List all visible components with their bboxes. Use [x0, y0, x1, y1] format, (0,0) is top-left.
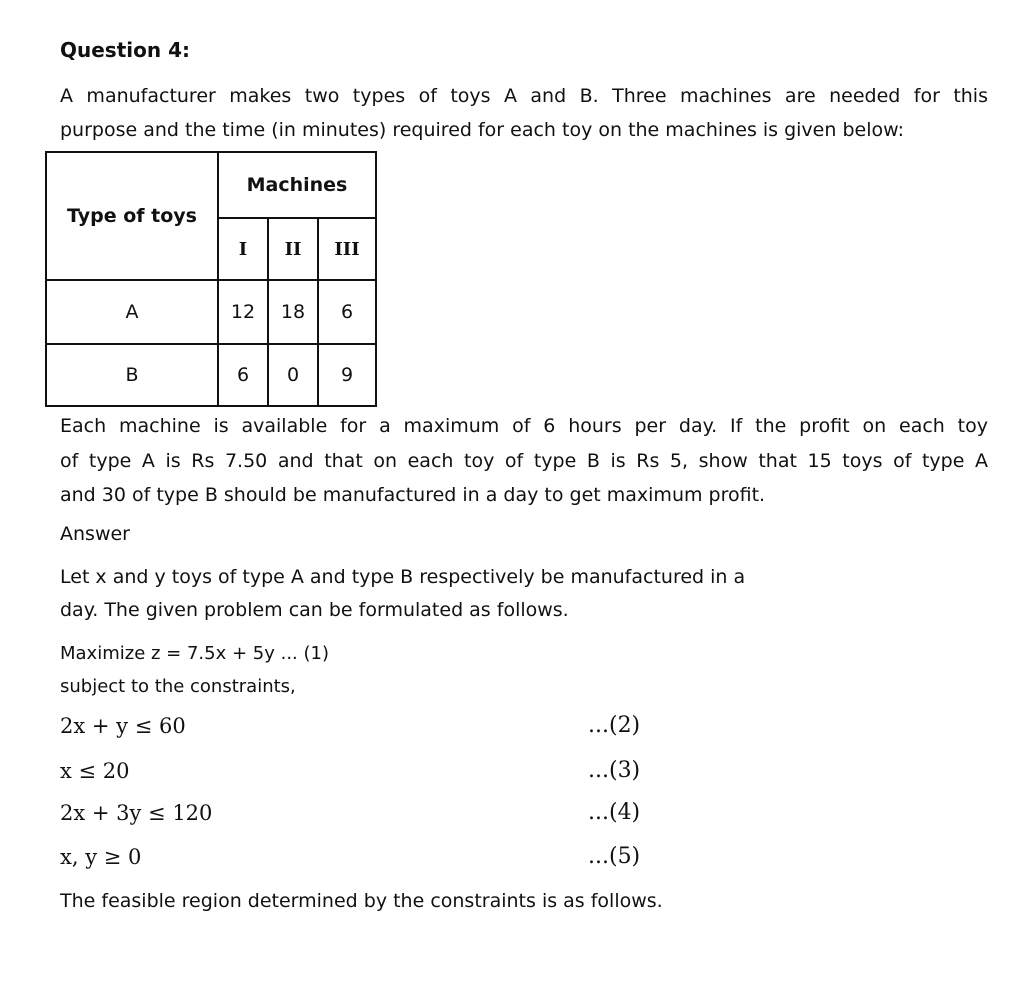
constraint-3: x ≤ 20: [60, 759, 130, 783]
table-row-toy-b: [46, 344, 376, 406]
toy-label: A: [46, 280, 218, 344]
column-header-machine-1: I: [218, 218, 268, 280]
intro-line-1: A manufacturer makes two types of toys A and B. Three machines are needed for this: [60, 85, 988, 107]
body-line-2: of type A is Rs 7.50 and that on each toy of type B is Rs 5, show that 15 toys of type A: [60, 450, 988, 472]
body-line-3: and 30 of type B should be manufactured in a day to get maximum profit.: [60, 484, 766, 506]
time-cell: 18: [268, 280, 318, 344]
table-row-toy-a: [46, 280, 376, 344]
body-line-1: Each machine is available for a maximum of 6 hours per day. If the profit on each toy: [60, 415, 988, 437]
conclusion-line: The feasible region determined by the constraints is as follows.: [60, 890, 663, 912]
equation-number-3: ...(3): [588, 758, 641, 783]
toy-label: B: [46, 344, 218, 406]
time-cell: 0: [268, 344, 318, 406]
subject-to-label: subject to the constraints,: [60, 676, 296, 697]
constraint-5: x, y ≥ 0: [60, 845, 142, 869]
time-cell: 12: [218, 280, 268, 344]
intro-line-2: purpose and the time (in minutes) required for each toy on the machines is given below:: [60, 119, 905, 141]
equation-number-5: ...(5): [588, 844, 641, 869]
constraint-4: 2x + 3y ≤ 120: [60, 801, 213, 825]
column-header-machine-2: II: [268, 218, 318, 280]
answer-label: Answer: [60, 523, 130, 545]
solution-line-2: day. The given problem can be formulated as follows.: [60, 599, 569, 621]
objective-function: Maximize z = 7.5x + 5y ... (1): [60, 643, 329, 664]
machines-header: Machines: [218, 152, 376, 218]
time-cell: 6: [218, 344, 268, 406]
type-of-toys-header: Type of toys: [46, 152, 218, 280]
solution-line-1: Let x and y toys of type A and type B respectively be manufactured in a: [60, 566, 746, 588]
question-title: Question 4:: [60, 38, 190, 62]
time-cell: 6: [318, 280, 376, 344]
time-cell: 9: [318, 344, 376, 406]
constraint-2: 2x + y ≤ 60: [60, 714, 186, 738]
equation-number-4: ...(4): [588, 800, 641, 825]
toy-machine-table: [45, 151, 377, 407]
column-header-machine-3: III: [318, 218, 376, 280]
equation-number-2: ...(2): [588, 713, 641, 738]
